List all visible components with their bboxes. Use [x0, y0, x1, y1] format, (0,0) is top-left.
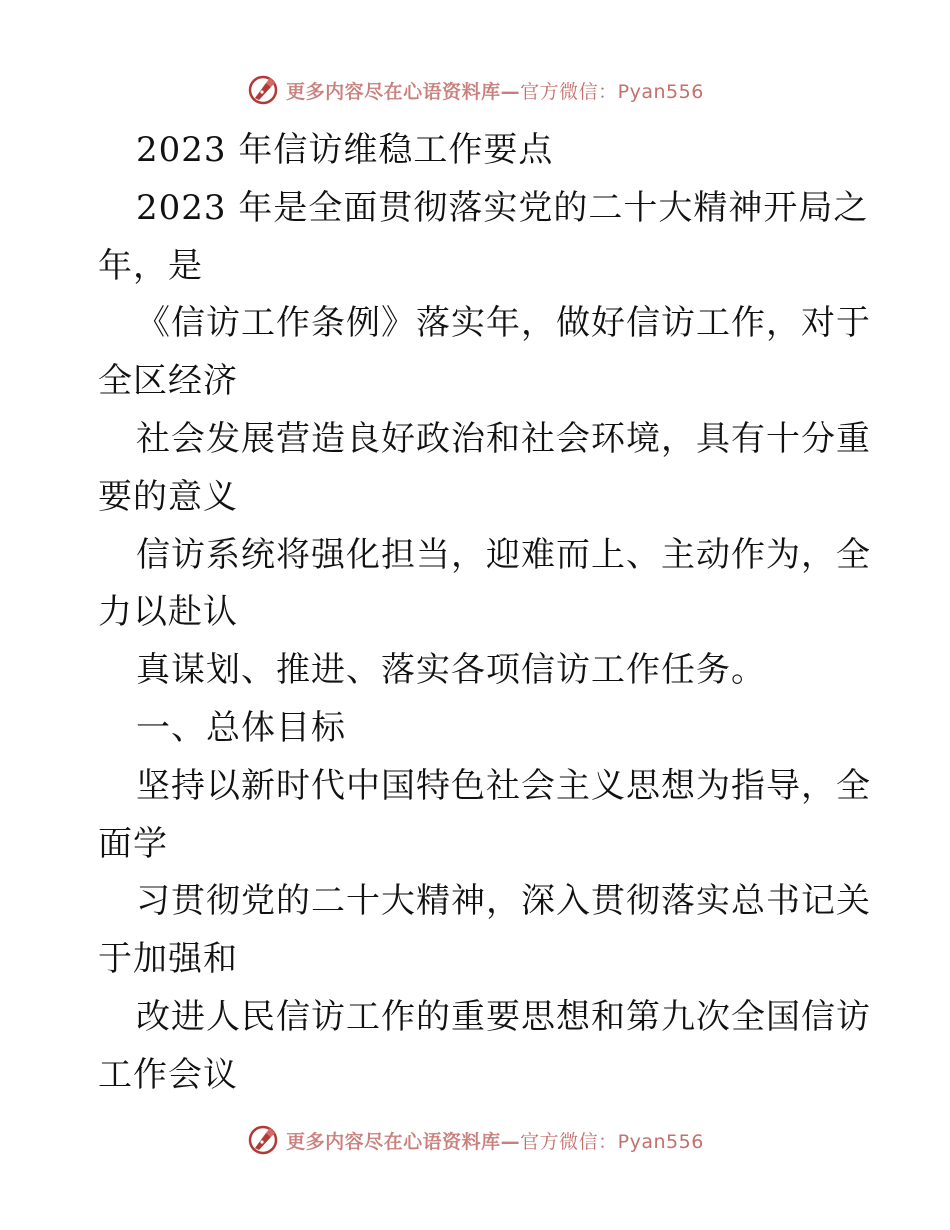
header-banner-lead: 更多内容尽在心语资料库: [286, 80, 501, 103]
text-line: 年，是: [98, 245, 203, 286]
footer-banner-dash: —: [500, 1130, 521, 1153]
text-line: 信访系统将强化担当，迎难而上、主动作为，全: [136, 534, 871, 575]
footer-banner: [0, 1120, 950, 1160]
pen-nib-logo-icon: [246, 73, 280, 107]
text-line: 社会发展营造良好政治和社会环境，具有十分重: [136, 418, 871, 459]
text-line: 面学: [98, 823, 168, 864]
footer-banner-lead: 更多内容尽在心语资料库: [286, 1130, 501, 1153]
text-line: 习贯彻党的二十大精神，深入贯彻落实总书记关: [136, 881, 871, 922]
pen-nib-logo-icon: [246, 1123, 280, 1157]
text-line: 一、总体目标: [136, 707, 346, 748]
text-line: 2023 年信访维稳工作要点: [136, 130, 554, 170]
text-line: 力以赴认: [98, 592, 238, 633]
text-line: 于加强和: [98, 939, 238, 980]
footer-banner-contact: 官方微信：Pyan556: [520, 1130, 704, 1153]
text-line: 改进人民信访工作的重要思想和第九次全国信访: [136, 996, 871, 1037]
text-line: 全区经济: [98, 361, 238, 402]
header-banner: [0, 70, 950, 110]
text-line: 要的意义: [98, 476, 238, 517]
text-line: 工作会议: [98, 1054, 238, 1095]
header-banner-contact: 官方微信：Pyan556: [520, 80, 704, 103]
text-line: 真谋划、推进、落实各项信访工作任务。: [136, 650, 766, 691]
document-body: [98, 122, 871, 1105]
footer-banner-text: [286, 1127, 704, 1154]
text-line: 《信访工作条例》落实年，做好信访工作，对于: [136, 303, 871, 344]
header-banner-dash: —: [500, 80, 521, 103]
header-banner-text: [286, 77, 704, 104]
text-line: 2023 年是全面贯彻落实党的二十大精神开局之: [136, 187, 869, 228]
text-line: 坚持以新时代中国特色社会主义思想为指导，全: [136, 765, 871, 806]
